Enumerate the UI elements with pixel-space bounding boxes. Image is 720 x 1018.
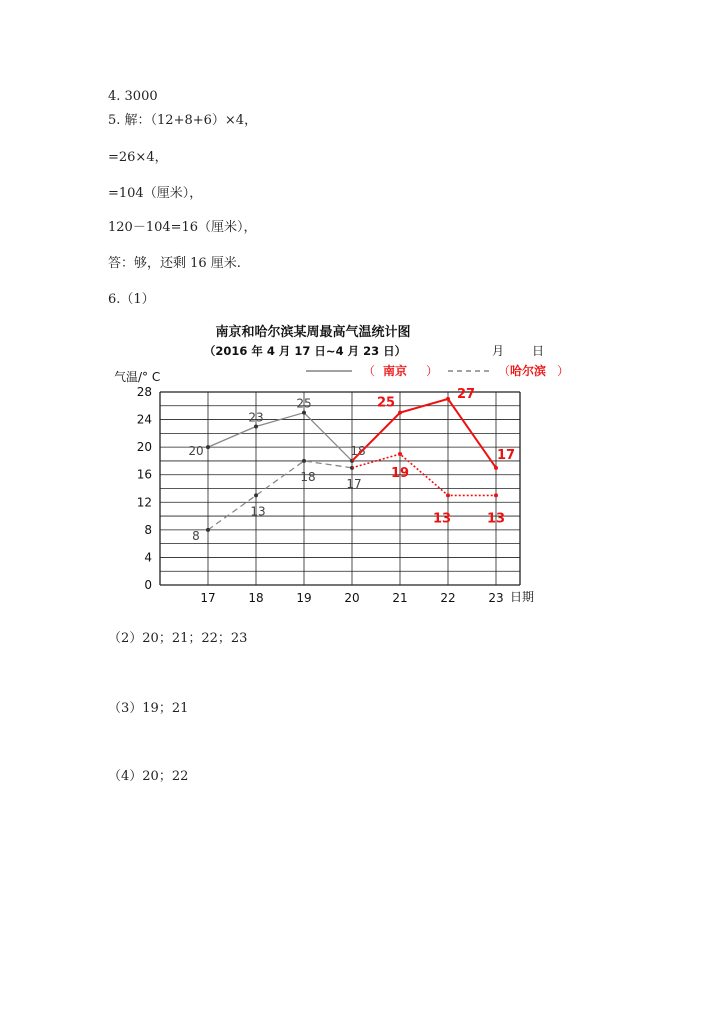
y-tick-label: 16 bbox=[136, 467, 152, 482]
nanjing-answer-label: 27 bbox=[456, 386, 476, 402]
nanjing-given-point bbox=[254, 424, 258, 428]
y-tick-label: 8 bbox=[144, 522, 152, 537]
y-tick-label: 12 bbox=[136, 495, 152, 510]
harbin-answer-label: 13 bbox=[432, 511, 452, 527]
nanjing-answer-label: 17 bbox=[496, 447, 516, 463]
harbin-answer-point bbox=[446, 493, 450, 497]
answer-5-step-1: =26×4， bbox=[108, 150, 168, 165]
answer-5-conclusion: 答：够，还剩 16 厘米. bbox=[108, 256, 241, 271]
y-tick-label: 0 bbox=[144, 578, 152, 592]
nanjing-given-point bbox=[302, 411, 306, 415]
chart-date-prefix: 月 bbox=[492, 344, 505, 358]
nanjing-given-label: 20 bbox=[188, 444, 204, 459]
legend-harbin-close: ） bbox=[557, 364, 570, 378]
y-tick-label: 4 bbox=[144, 550, 152, 565]
nanjing-answer-label: 25 bbox=[376, 395, 396, 411]
chart-subtitle: （2016 年 4 月 17 日~4 月 23 日） bbox=[203, 344, 407, 358]
temperature-line-chart bbox=[100, 315, 570, 610]
answer-6-heading: 6.（1） bbox=[108, 292, 155, 307]
harbin-given-label: 13 bbox=[250, 504, 266, 519]
x-tick-label: 22 bbox=[440, 591, 456, 605]
given-series bbox=[188, 397, 365, 543]
nanjing-given-label: 18 bbox=[350, 443, 366, 458]
x-tick-label: 19 bbox=[296, 591, 312, 605]
answer-5-step-3: 120－104=16（厘米）， bbox=[108, 220, 257, 235]
answer-6-part-3: （3）19；21 bbox=[108, 701, 189, 716]
x-tick-label: 17 bbox=[200, 591, 216, 605]
nanjing-answer-point bbox=[398, 411, 402, 415]
nanjing-given-label: 25 bbox=[296, 396, 312, 411]
harbin-given-point bbox=[206, 528, 210, 532]
harbin-given-point bbox=[254, 493, 258, 497]
nanjing-given-label: 23 bbox=[248, 410, 264, 425]
legend-nanjing-name: 南京 bbox=[383, 364, 408, 378]
harbin-answer-point bbox=[398, 452, 402, 456]
y-tick-label: 24 bbox=[136, 412, 152, 427]
nanjing-given-point bbox=[206, 445, 210, 449]
harbin-answer-label: 13 bbox=[486, 511, 506, 527]
legend-nanjing-open: （ bbox=[363, 364, 376, 378]
x-axis-label: 日期 bbox=[510, 590, 535, 604]
x-tick-label: 21 bbox=[392, 591, 408, 605]
y-tick-label: 20 bbox=[136, 440, 152, 455]
nanjing-answer-point bbox=[494, 466, 498, 470]
harbin-answer-point bbox=[494, 493, 498, 497]
y-axis-label: 气温/° C bbox=[114, 370, 161, 384]
answer-4: 4. 3000 bbox=[108, 89, 158, 104]
nanjing-answer-point bbox=[446, 397, 450, 401]
legend-harbin-open: （ bbox=[498, 364, 511, 378]
chart-date-suffix: 日 bbox=[532, 344, 545, 358]
y-tick-label: 28 bbox=[136, 385, 152, 399]
answer-5-step-2: =104（厘米）， bbox=[108, 186, 203, 201]
x-tick-label: 18 bbox=[248, 591, 264, 605]
harbin-given-line bbox=[208, 461, 352, 530]
harbin-given-point bbox=[302, 459, 306, 463]
harbin-given-label: 18 bbox=[300, 469, 316, 484]
answer-5-heading: 5. 解：（12+8+6）×4， bbox=[108, 113, 258, 128]
chart-grid bbox=[160, 392, 520, 585]
x-tick-label: 20 bbox=[344, 591, 360, 605]
legend-harbin-name: 哈尔滨 bbox=[510, 364, 547, 378]
harbin-given-label: 8 bbox=[192, 528, 200, 543]
chart-title: 南京和哈尔滨某周最高气温统计图 bbox=[215, 325, 411, 340]
answer-6-part-2: （2）20；21；22；23 bbox=[108, 631, 248, 646]
answer-series bbox=[352, 387, 515, 526]
x-tick-label: 23 bbox=[488, 591, 504, 605]
answer-6-part-4: （4）20；22 bbox=[108, 769, 189, 784]
harbin-answer-label: 19 bbox=[390, 466, 410, 482]
legend-nanjing-close: ） bbox=[426, 364, 439, 378]
harbin-given-label: 17 bbox=[346, 476, 362, 491]
